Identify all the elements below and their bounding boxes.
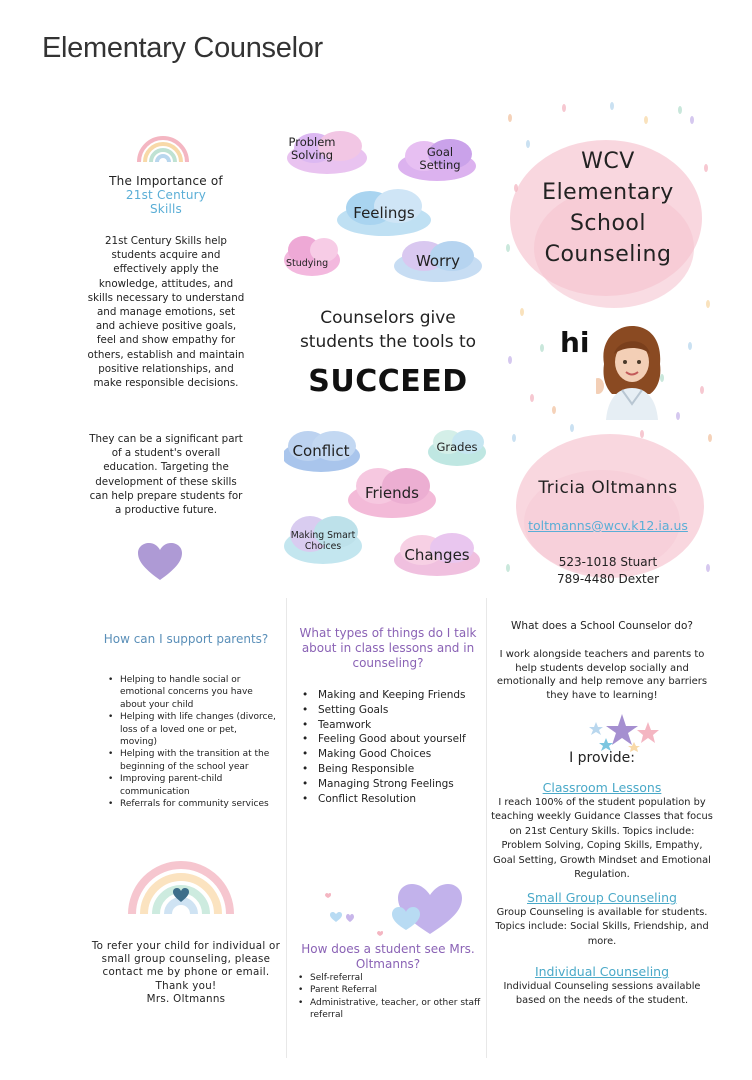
importance-panel [86,118,276,588]
page-title: Elementary Counselor [42,32,323,64]
cloud-studying [284,234,344,278]
counselor-role-panel [490,608,714,1068]
list-item: • Self-referral [296,972,486,984]
refer-instructions: To refer your child for individual or small group counseling, please contact me by phone or email. [91,940,281,979]
importance-title-line1: The Importance of [109,174,223,188]
importance-body-2: They can be a significant part of a student's overall education. Targeting the development of these skills can help prepare students for a productive future. [89,433,243,517]
importance-title-line3: Skills [149,202,183,216]
brochure [86,98,714,1068]
cloud-making-smart-choices [284,512,364,566]
list-item: • Setting Goals [296,703,486,718]
thank-you: Thank you! [155,979,217,992]
panel-divider [486,598,487,1058]
cloud-label: Feelings [353,204,415,222]
cloud-label: Grades [436,440,478,454]
classroom-lessons-body: I reach 100% of the student population by teaching weekly Guidance Classes that focus on 21st Century Skills. Topics include: Problem Solving, Coping Skills, Empathy, Goal Setting, Growth Mindset and Emotional Regulation. [491,797,713,881]
i-provide-heading: I provide: [569,750,635,766]
parents-list [106,674,276,810]
role-intro: I work alongside teachers and parents to help students develop socially and emotionally and help remove any barriers they have to learning! [496,649,708,701]
cloud-label: Problem Solving [288,135,336,162]
list-item: • Referrals for community services [106,798,276,810]
individual-counseling-title: Individual Counseling [534,964,670,979]
cloud-problem-solving [284,128,370,176]
list-item: • Feeling Good about yourself [296,732,486,747]
phone-numbers [502,554,714,588]
hearts-icon [320,864,470,944]
email-link[interactable]: toltmanns@wcv.k12.ia.us [528,518,688,533]
cloud-label: Friends [365,484,419,502]
cover-title: WCV Elementary School Counseling [542,149,674,267]
rainbow-heart-icon [126,850,236,916]
list-item: • Teamwork [296,718,486,733]
tagline: Counselors give students the tools to [299,308,477,352]
refer-text [86,940,284,1006]
cloud-grades [426,426,488,468]
phone-dexter: 789-4480 Dexter [556,572,660,586]
classroom-lessons-title: Classroom Lessons [542,780,662,795]
stars-icon [582,712,662,752]
hi-text: hi [560,326,590,359]
signoff: Mrs. Oltmanns [146,992,226,1005]
cloud-feelings [334,186,434,238]
list-item: • Helping to handle social or emotional concerns you have about your child [106,674,276,711]
referral-heading: How does a student see Mrs. Oltmanns? [301,942,475,971]
cloud-label: Making Smart Choices [290,530,356,552]
cloud-icon [284,234,344,278]
cloud-label: Worry [415,252,461,270]
referral-list [296,972,486,1022]
list-item: • Making and Keeping Friends [296,688,486,703]
role-heading: What does a School Counselor do? [511,620,693,632]
parents-panel [86,618,284,1068]
avatar [596,324,666,420]
topics-heading: What types of things do I talk about in class lessons and in counseling? [299,626,477,670]
list-item: • Administrative, teacher, or other staff referral [296,997,486,1022]
list-item: • Improving parent-child communication [106,773,276,798]
small-group-title: Small Group Counseling [527,890,677,905]
cloud-label: Changes [404,546,470,564]
heart-icon [136,542,184,582]
succeed-text: SUCCEED [308,364,468,399]
importance-title-line2: 21st Century [125,188,207,202]
list-item: • Parent Referral [296,984,486,996]
list-item: • Helping with life changes (divorce, loss of a loved one or pet, moving) [106,711,276,748]
cloud-label: Studying [286,258,329,269]
counselor-name: Tricia Oltmanns [538,478,678,498]
topics-list-panel [290,618,486,1068]
parents-heading: How can I support parents? [103,632,269,646]
cloud-label: Conflict [292,442,350,460]
list-item: • Managing Strong Feelings [296,777,486,792]
individual-counseling-body: Individual Counseling sessions available based on the needs of the student. [503,981,701,1007]
cloud-changes [392,530,482,578]
cover-panel [502,98,714,594]
phone-stuart: 523-1018 Stuart [558,555,658,569]
cloud-worry [392,238,484,284]
cloud-label: Goal Setting [419,145,461,172]
importance-body: 21st Century Skills help students acquire and effectively apply the knowledge, attitudes, and skills necessary to understand and manage emotions, set and achieve positive goals, feel and show empathy for others, establish and maintain positive relationships, and make responsible decisions. [87,235,245,390]
topics-panel [284,118,492,588]
list-item: • Helping with the transition at the beginning of the school year [106,748,276,773]
topics-list [296,688,486,806]
rainbow-icon [136,132,190,162]
panel-divider [286,598,287,1058]
cloud-goal-setting [396,136,478,184]
list-item: • Making Good Choices [296,747,486,762]
list-item: • Being Responsible [296,762,486,777]
small-group-body: Group Counseling is available for students. Topics include: Social Skills, Friendship, and more. [495,907,709,947]
importance-title [86,174,246,216]
list-item: • Conflict Resolution [296,792,486,807]
